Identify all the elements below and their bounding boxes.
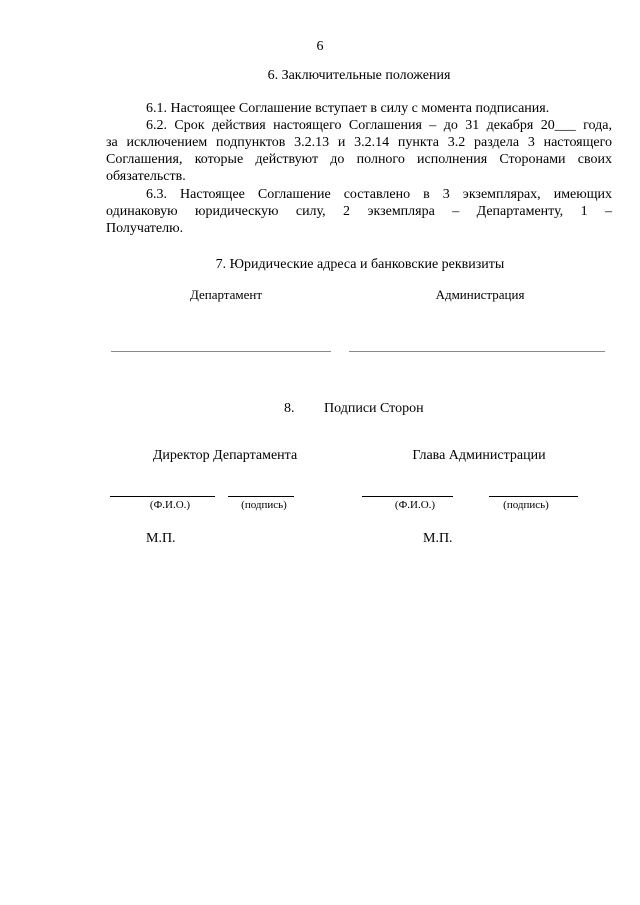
signature-line-administration <box>489 496 578 497</box>
signer-label-head: Глава Администрации <box>412 448 546 463</box>
party-label-department: Департамент <box>189 287 263 302</box>
paragraph-6-3 <box>106 186 612 237</box>
paragraph-6-3-line: Получателю. <box>106 221 184 236</box>
paragraph-6-2-line: 6.2. Срок действия настоящего Соглашения – до 31 декабря 20___ года, <box>146 118 612 133</box>
paragraph-6-2-line: Соглашения, которые действуют до полного исполнения Сторонами своих <box>106 152 612 167</box>
section-8-heading: Подписи Сторон <box>324 401 424 416</box>
paragraph-6-3-line: 6.3. Настоящее Соглашение составлено в 3 экземплярах, имеющих <box>146 187 612 202</box>
section-7-heading: 7. Юридические адреса и банковские реквизиты <box>215 257 505 272</box>
requisites-line-administration <box>349 351 605 352</box>
page-number: 6 <box>316 39 324 54</box>
paragraph-6-2-line: обязательств. <box>106 169 186 184</box>
signature-caption-department: (подпись) <box>241 499 287 511</box>
fio-caption-administration: (Ф.И.О.) <box>394 499 436 511</box>
stamp-label-department: М.П. <box>146 531 176 546</box>
paragraph-6-3-line: одинаковую юридическую силу, 2 экземпляра – Департаменту, 1 – <box>106 204 612 219</box>
fio-line-administration <box>362 496 453 497</box>
section-6-heading: 6. Заключительные положения <box>267 68 451 83</box>
fio-caption-department: (Ф.И.О.) <box>149 499 191 511</box>
requisites-line-department <box>111 351 331 352</box>
signature-line-department <box>228 496 294 497</box>
section-8-number: 8. <box>284 401 295 416</box>
signer-label-director: Директор Департамента <box>152 448 298 463</box>
party-label-administration: Администрация <box>435 287 525 302</box>
fio-line-department <box>110 496 215 497</box>
paragraph-6-2 <box>106 117 612 185</box>
paragraph-6-1: 6.1. Настоящее Соглашение вступает в силу с момента подписания. <box>146 101 550 116</box>
signature-caption-administration: (подпись) <box>503 499 549 511</box>
stamp-label-administration: М.П. <box>423 531 453 546</box>
paragraph-6-2-line: за исключением подпунктов 3.2.13 и 3.2.14 пункта 3.2 раздела 3 настоящего <box>106 135 612 150</box>
